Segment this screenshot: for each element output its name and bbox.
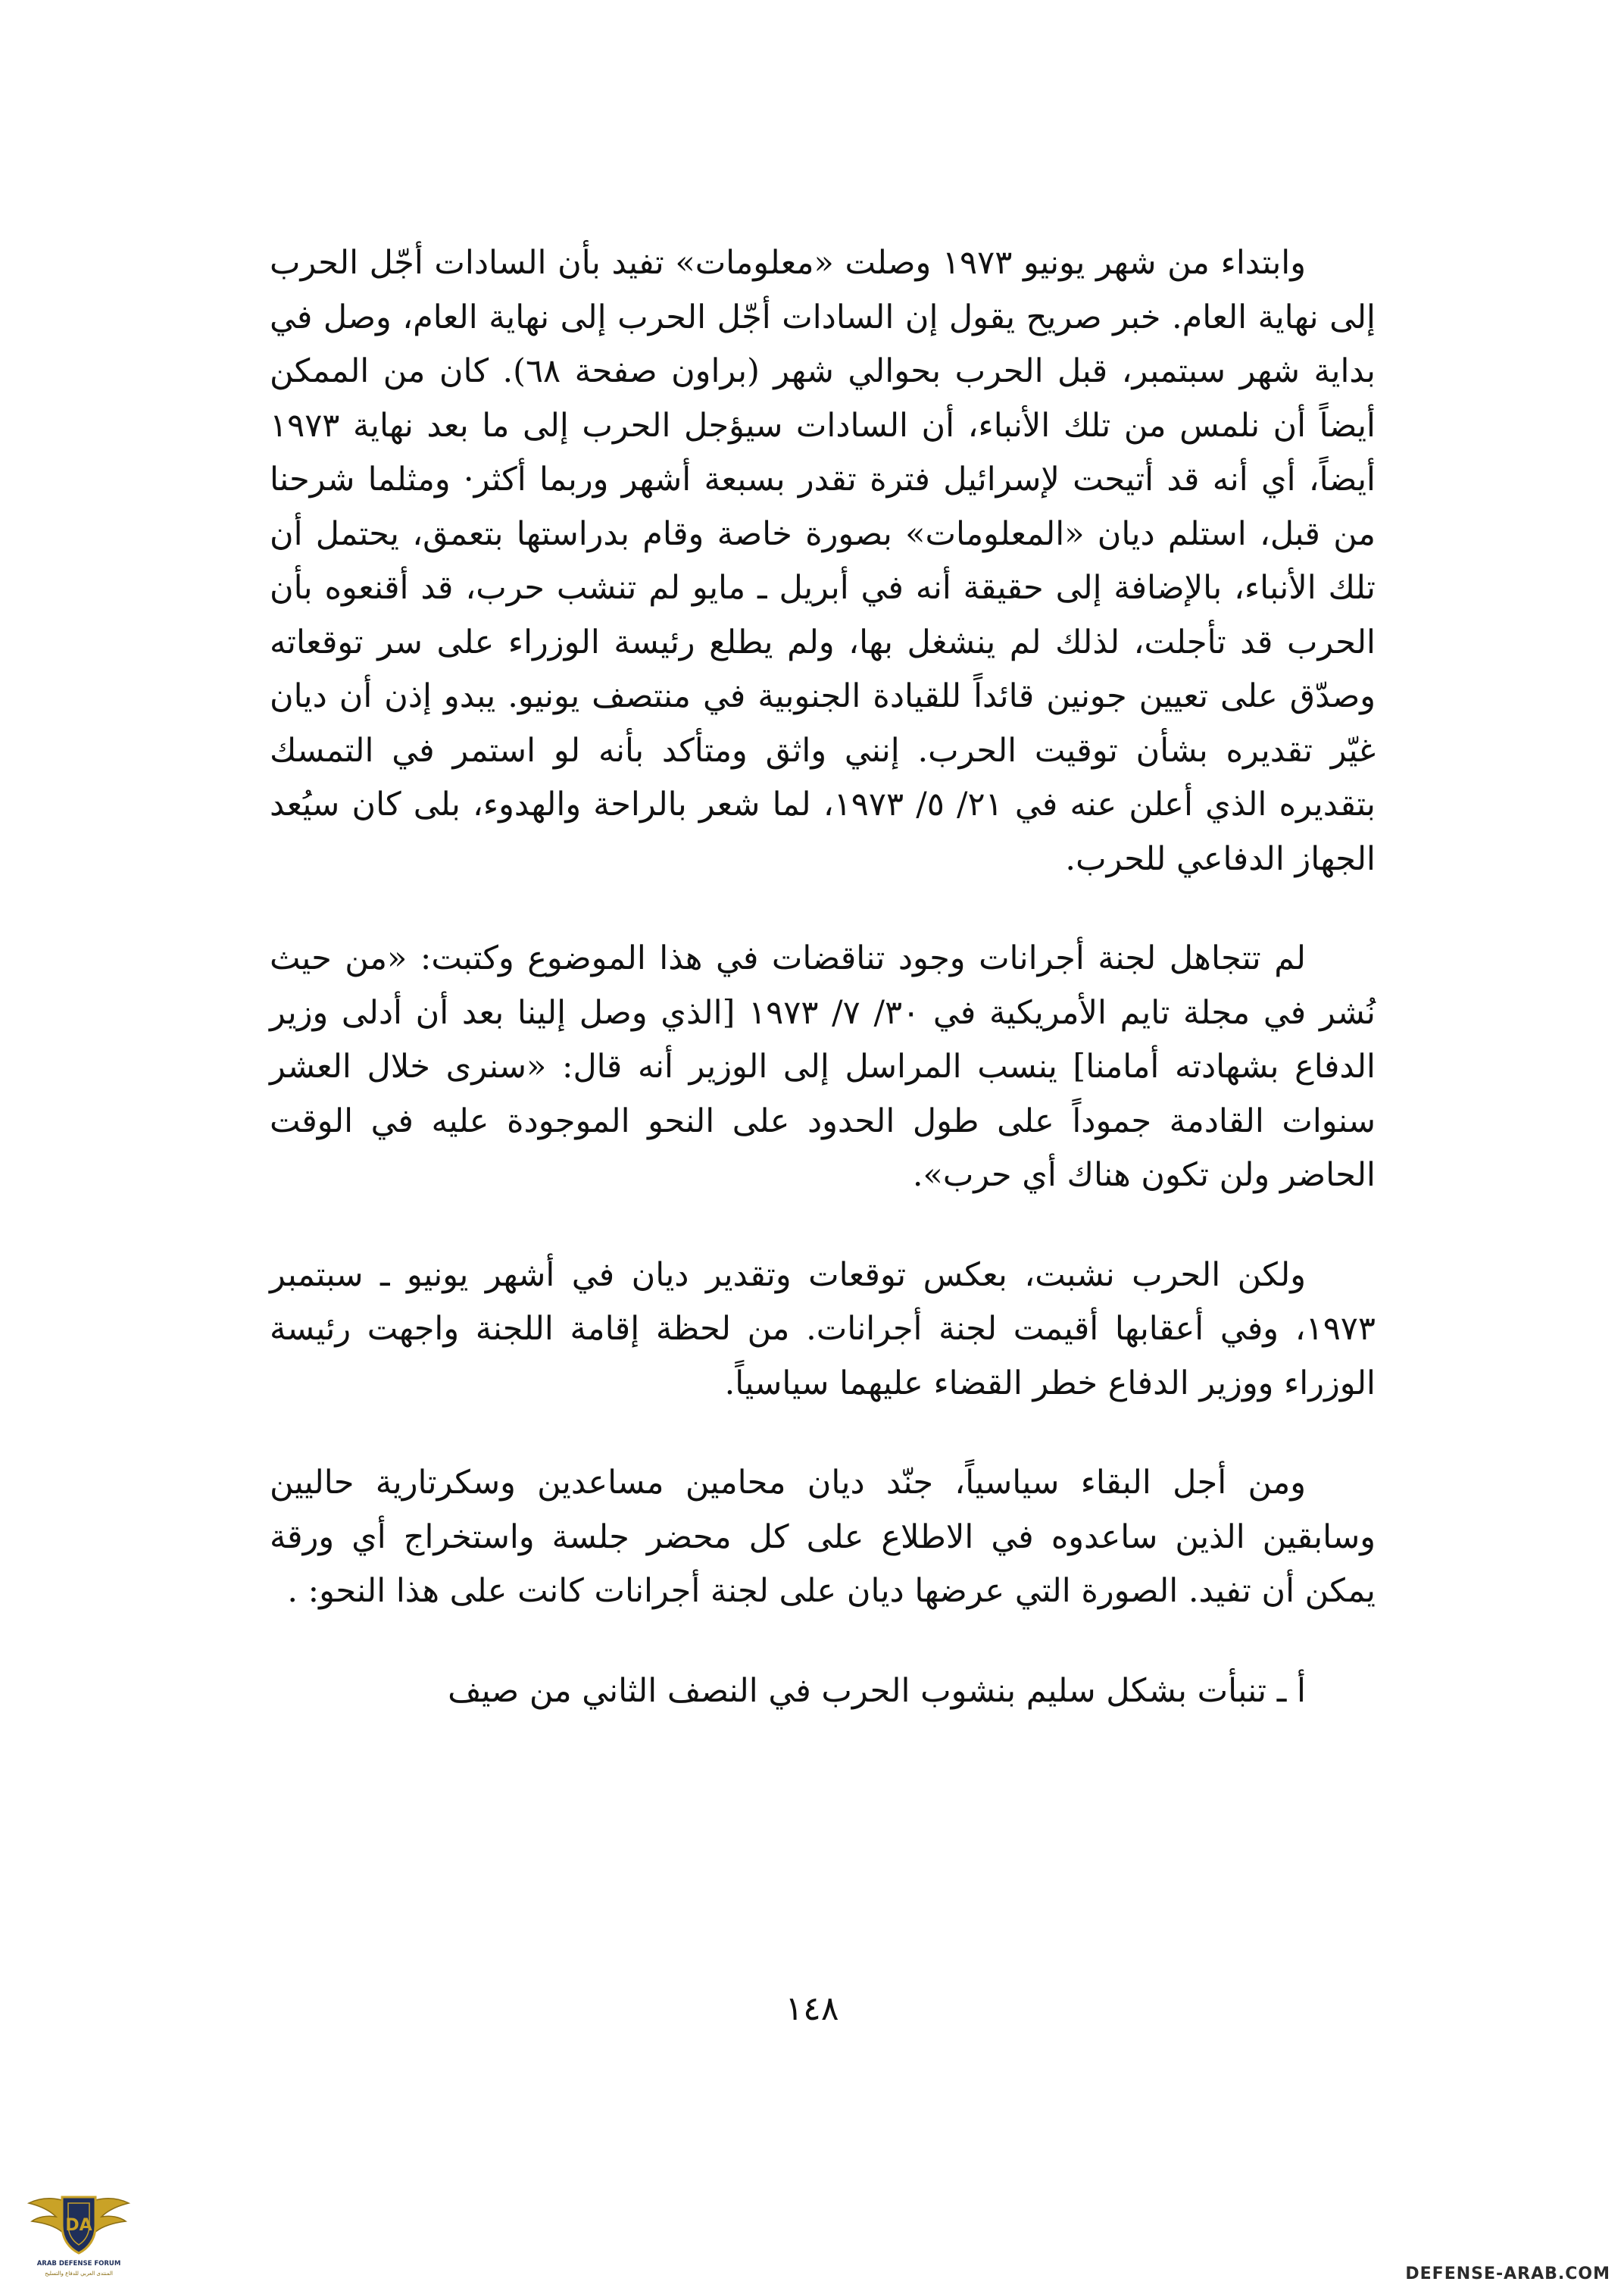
watermark-url: DEFENSE-ARAB.COM — [1405, 2264, 1610, 2283]
paragraph-4: ومن أجل البقاء سياسياً، جنّد ديان محامين مساعدين وسكرتارية حاليين وسابقين الذين ساعدوه في الاطلاع على كل محضر جلسة واستخراج أي ورقة يمكن أن تفيد. الصورة التي عرضها ديان على لجنة أجرانات كانت على هذا النحو: . — [270, 1464, 1376, 1610]
svg-text:المنتدى العربي للدفاع والتسليح: المنتدى العربي للدفاع والتسليح — [45, 2271, 113, 2277]
paragraph-1: وابتداء من شهر يونيو ١٩٧٣ وصلت «معلومات» تفيد بأن السادات أجّل الحرب إلى نهاية العام. خبر صريح يقول إن السادات أجّل الحرب إلى نهاية العام، وصل في بداية شهر سبتمبر، قبل الحرب بحوالي شهر (براون صفحة ٦٨). كان من الممكن أيضاً أن نلمس من تلك الأنباء، أن السادات سيؤجل الحرب إلى ما بعد نهاية ١٩٧٣ أيضاً، أي أنه قد أتيحت لإسرائيل فترة تقدر بسبعة أشهر وربما أكثر· ومثلما شرحنا من قبل، استلم ديان «المعلومات» بصورة خاصة وقام بدراستها بتعمق، يحتمل أن تلك الأنباء، بالإضافة إلى حقيقة أنه في أبريل ـ مايو لم تنشب حرب، قد أقنعوه بأن الحرب قد تأجلت، لذلك لم ينشغل بها، ولم يطلع رئيسة الوزراء على سر توقعاته وصدّق على تعيين جونين قائداً للقيادة الجنوبية في منتصف يونيو. يبدو إذن أن ديان غيّر تقديره بشأن توقيت الحرب. إنني واثق ومتأكد بأنه لو استمر في التمسك بتقديره الذي أعلن عنه في ٢١/ ٥/ ١٩٧٣، لما شعر بالراحة والهدوء، بلى كان سيُعد الجهاز الدفاعي للحرب. — [270, 244, 1376, 878]
body-text — [270, 236, 1376, 1718]
paragraph-5: أ ـ تنبأت بشكل سليم بنشوب الحرب في النصف الثاني من صيف — [448, 1671, 1306, 1710]
arab-defense-forum-logo-icon — [26, 2167, 132, 2280]
svg-text:DA: DA — [65, 2216, 92, 2235]
page-number: ١٤٨ — [785, 1989, 839, 2028]
paragraph-3: ولكن الحرب نشبت، بعكس توقعات وتقدير ديان في أشهر يونيو ـ سبتمبر ١٩٧٣، وفي أعقابها أقيمت لجنة أجرانات. من لحظة إقامة اللجنة واجهت رئيسة الوزراء ووزير الدفاع خطر القضاء عليهما سياسياً. — [270, 1255, 1376, 1402]
paragraph-2: لم تتجاهل لجنة أجرانات وجود تناقضات في هذا الموضوع وكتبت: «من حيث نُشر في مجلة تايم الأمريكية في ٣٠/ ٧/ ١٩٧٣ [الذي وصل إلينا بعد أن أدلى وزير الدفاع بشهادته أمامنا] ينسب المراسل إلى الوزير أنه قال: «سنرى خلال العشر سنوات القادمة جموداً على طول الحدود على النحو الموجودة عليه في الوقت الحاضر ولن تكون هناك أي حرب». — [270, 939, 1376, 1194]
svg-text:ARAB DEFENSE FORUM: ARAB DEFENSE FORUM — [36, 2260, 121, 2268]
